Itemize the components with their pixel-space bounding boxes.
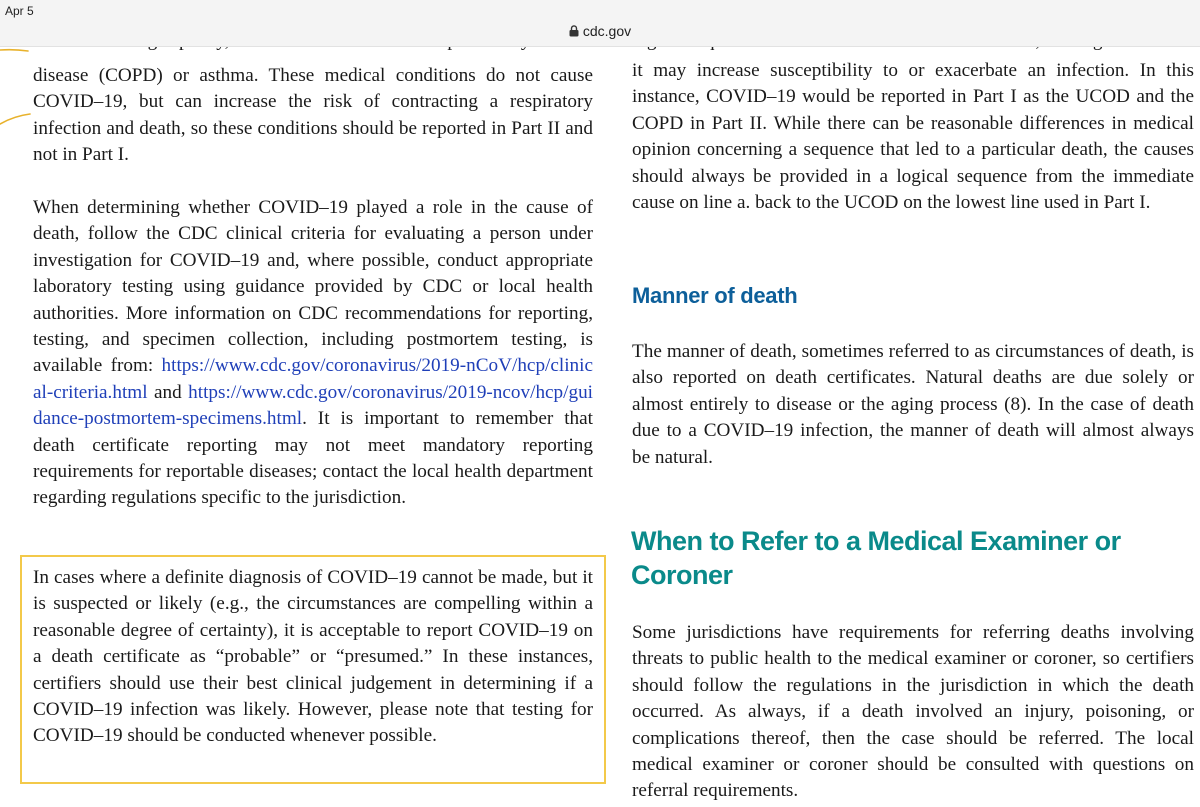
lock-icon [569,25,579,37]
refer-paragraph: Some jurisdictions have requirements for referring deaths involving threats to public health to the medical examiner or coroner, so certifiers should follow the regulations in the jurisdiction in which the death occurred. As always, if a death involved an injury, poisoning, or complications thereof, then the case should be referred. The local medical examiner or coroner should be consulted with questions on referral requirements. [632,622,1194,802]
left-paragraph-3: In cases where a definite diagnosis of COVID–19 cannot be made, but it is suspected or likely (e.g., the circumstances are compelling within a reasonable degree of certainty), it is acceptable to report COVID–19 on a death certificate as “probable” or “presumed.” In these instances, certifiers should use their best clinical judgement in determining if a COVID–19 infection was likely. However, please note that testing for COVID–19 should be conducted whenever possible. [33,567,593,747]
right-paragraph-1: it may increase susceptibility to or exacerbate an infection. In this instance, COVID–19 would be reported in Part I as the UCOD and the COPD in Part II. While there can be reasonable differences in medical opinion concerning a sequence that led to a particular death, the causes should always be provided in a logical sequence from the immediate cause on line a. back to the UCOD on the lowest line used in Part I. [632,60,1194,214]
annotation-stroke-bottom [0,114,30,124]
url-text: cdc.gov [582,23,632,39]
refer-section [632,620,1194,805]
highlighted-paragraph [33,565,593,750]
left-paragraph-2 [33,195,593,512]
and-text: and [154,381,182,403]
right-column [632,58,1194,216]
status-date: Apr 5 [5,4,34,18]
left-paragraph-2-text: When determining whether COVID–19 played a role in the cause of death, follow the CDC clinical criteria for evaluating a person under investigation for COVID–19 and, where possible, conduct appropriate laboratory testing using guidance provided by CDC or local health authorities. More information on CDC recommendations for reporting, testing, and specimen collection, including postmortem testing, is available from: [33,197,593,377]
manner-paragraph: The manner of death, sometimes referred to as circumstances of death, is also reported on death certificates. Natural deaths are due solely or almost entirely to disease or the aging process (8). In the case of death due to a COVID–19 infection, the manner of death will almost always be natural. [632,341,1194,468]
postmortem-specimens-link[interactable]: https://www.cdc.gov/coronavirus/2019-ncov/hcp/guidance-postmortem-specimens.html [33,381,593,430]
annotation-stroke-top [0,50,28,51]
annotation-marks [0,36,60,156]
refer-heading: When to Refer to a Medical Examiner or Coroner [631,526,1121,590]
left-column [33,63,593,512]
document-page [0,36,1200,807]
address-bar[interactable] [0,22,1200,40]
status-bar [0,0,1200,47]
left-paragraph-2-tail: . It is important to remember that death certificate reporting may not meet mandatory reporting requirements for reportable diseases; contact the local health department regarding regulations specific to the jurisdiction. [33,408,593,509]
left-paragraph-1: disease (COPD) or asthma. These medical conditions do not cause COVID–19, but can increase the risk of contracting a respiratory infection and death, so these conditions should be reported in Part II and not in Part I. [33,65,593,166]
manner-of-death-heading: Manner of death [632,283,798,308]
clinical-criteria-link[interactable]: https://www.cdc.gov/coronavirus/2019-nCoV/hcp/clinical-criteria.html [33,355,593,403]
manner-section [632,339,1194,471]
